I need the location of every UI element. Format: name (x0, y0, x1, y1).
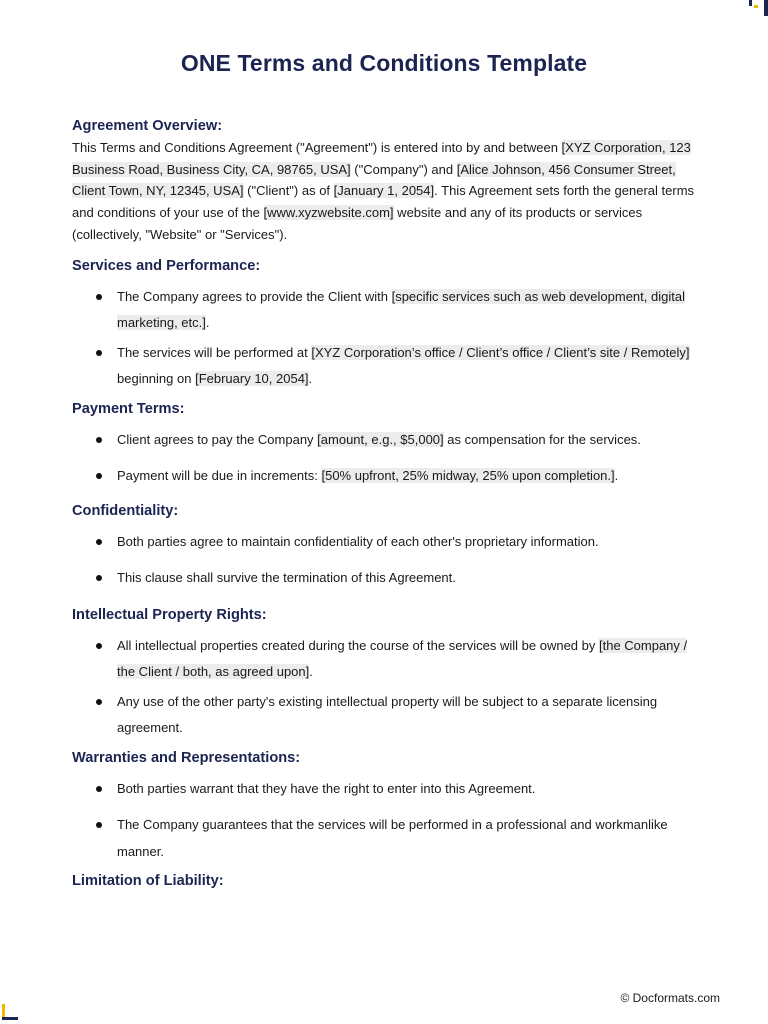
placeholder-company: [XYZ Corporation, 123 Business Road, Business City, CA, 98765, USA] (72, 140, 691, 177)
corner-mark-icon (748, 0, 768, 16)
section-heading-warranties: Warranties and Representations: (72, 749, 301, 766)
document-body (72, 116, 698, 891)
confidentiality-list (72, 529, 698, 592)
list-item: The services will be performed at [XYZ Corporation’s office / Client’s office / Client’s site / Remotely] beginning on [February 10, 2054]. (72, 340, 698, 393)
ip-list (72, 633, 698, 742)
list-item: Both parties agree to maintain confidentiality of each other's proprietary information. (72, 529, 698, 556)
placeholder-ownership: [the Company / the Client / both, as agreed upon] (117, 637, 688, 680)
placeholder-amount: [amount, e.g., $5,000] (317, 431, 444, 447)
footer-copyright: © Docformats.com (620, 991, 720, 1005)
section-heading-services: Services and Performance: (72, 257, 261, 274)
section-heading-agreement-overview: Agreement Overview: (72, 118, 223, 134)
list-item: Both parties warrant that they have the right to enter into this Agreement. (72, 776, 698, 803)
services-list (72, 284, 698, 393)
list-item: This clause shall survive the termination of this Agreement. (72, 565, 698, 592)
list-item: Any use of the other party's existing intellectual property will be subject to a separate licensing agreement. (72, 689, 698, 742)
placeholder-location: [XYZ Corporation’s office / Client’s office / Client’s site / Remotely] (311, 344, 690, 360)
agreement-overview-paragraph: This Terms and Conditions Agreement ("Agreement") is entered into by and between [XYZ Corporation, 123 Business Road, Business City, CA, 98765, USA] ("Company") and [Alice Johnson, 456 Consumer Street, Client Town, NY, 12345, USA] ("Client") as of [January 1, 2054]. This Agreement sets forth the general terms and conditions of your use of the [www.xyzwebsite.com] website and any of its products or services (collectively, "Website" or "Services"). (72, 140, 695, 242)
placeholder-website: [www.xyzwebsite.com] (263, 205, 394, 221)
placeholder-client: [Alice Johnson, 456 Consumer Street, Client Town, NY, 12345, USA] (72, 161, 676, 199)
list-item: Client agrees to pay the Company [amount, e.g., $5,000] as compensation for the services. (72, 427, 698, 454)
corner-mark-icon (2, 1002, 22, 1022)
list-item: Payment will be due in increments: [50% upfront, 25% midway, 25% upon completion.]. (72, 463, 698, 490)
section-heading-confidentiality: Confidentiality: (72, 502, 179, 519)
list-item: The Company agrees to provide the Client with [specific services such as web development, digital marketing, etc.]. (72, 284, 698, 337)
section-heading-payment: Payment Terms: (72, 400, 185, 417)
placeholder-date: [January 1, 2054] (333, 183, 435, 199)
placeholder-start-date: [February 10, 2054] (195, 371, 309, 387)
document-title: ONE Terms and Conditions Template (180, 50, 588, 76)
section-heading-intellectual-property: Intellectual Property Rights: (72, 606, 267, 623)
list-item: The Company guarantees that the services will be performed in a professional and workmanlike manner. (72, 812, 698, 865)
placeholder-increments: [50% upfront, 25% midway, 25% upon completion.] (321, 468, 615, 484)
placeholder-services: [specific services such as web development, digital marketing, etc.] (117, 288, 685, 331)
section-heading-limitation-of-liability: Limitation of Liability: (72, 873, 224, 890)
list-item: All intellectual properties created during the course of the services will be owned by [the Company / the Client / both, as agreed upon]. (72, 633, 698, 686)
warranties-list (72, 776, 698, 866)
payment-list (72, 427, 698, 490)
